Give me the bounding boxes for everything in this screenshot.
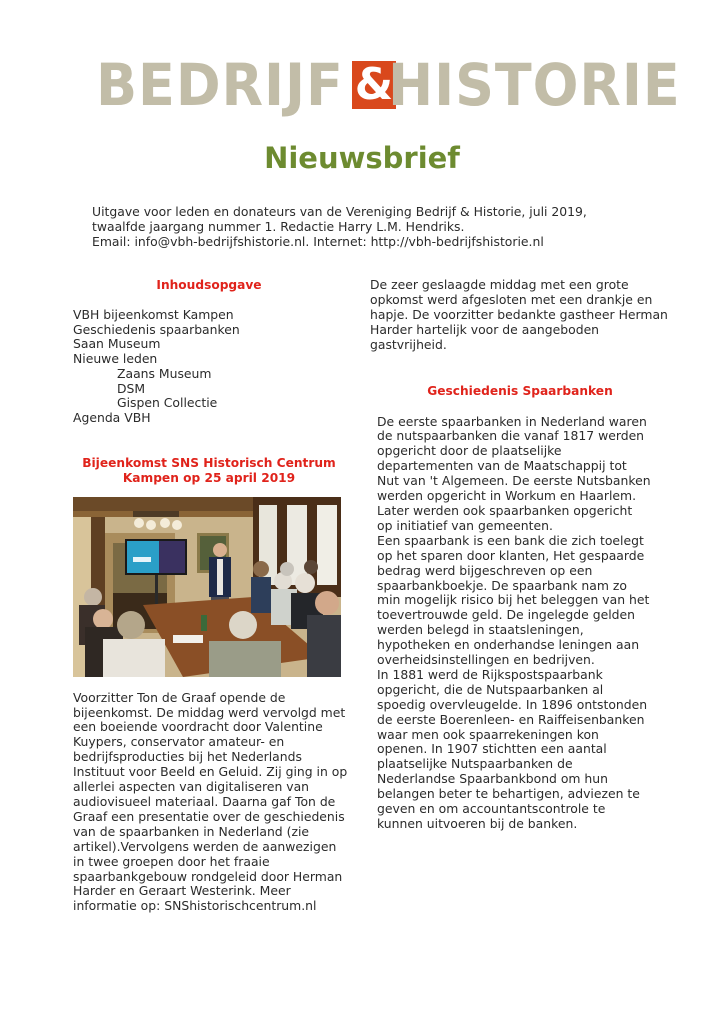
body-line: opkomst werd afgesloten met een drankje en bbox=[370, 291, 653, 307]
newsletter-title: Nieuwsbrief bbox=[264, 141, 460, 175]
body-line: Graaf een presentatie over de geschiedenis bbox=[73, 808, 345, 824]
body-line: overheidsinstellingen en bedrijven. bbox=[377, 652, 595, 668]
body-line: de eerste Boerenleen- en Raiffeisenbanken bbox=[377, 711, 645, 727]
body-line: hapje. De voorzitter bedankte gastheer Herman bbox=[370, 306, 668, 322]
body-line: In 1881 werd de Rijkspostspaarbank bbox=[377, 666, 603, 682]
body-line: werden opgericht in Workum en Haarlem. bbox=[377, 488, 637, 504]
body-line: van de spaarbanken in Nederland (zie bbox=[73, 823, 310, 839]
body-line: De zeer geslaagde middag met een grote bbox=[370, 277, 629, 292]
body-line: spaarbankgebouw rondgeleid door Herman bbox=[73, 868, 343, 884]
toc-subitem[interactable]: DSM bbox=[117, 380, 146, 396]
body-line: allerlei aspecten van digitaliseren van bbox=[73, 779, 310, 795]
publication-info-line: twaalfde jaargang nummer 1. Redactie Harry L.M. Hendriks. bbox=[92, 218, 465, 234]
publication-contact-line: Email: info@vbh-bedrijfshistorie.nl. Internet: http://vbh-bedrijfshistorie.nl bbox=[92, 233, 544, 249]
body-line: op het sparen door klanten, Het gespaarde bbox=[377, 547, 645, 563]
body-line: waar men ook spaarrekeningen kon bbox=[377, 726, 599, 742]
body-line: Voorzitter Ton de Graaf opende de bbox=[73, 689, 286, 705]
body-line: Instituut voor Beeld en Geluid. Zij ging in op bbox=[73, 764, 348, 780]
toc-heading: Inhoudsopgave bbox=[156, 278, 262, 292]
body-line: De eerste spaarbanken in Nederland waren bbox=[377, 413, 647, 429]
body-line: Nut van 't Algemeen. De eerste Nutsbanken bbox=[377, 473, 651, 489]
toc-subitem[interactable]: Gispen Collectie bbox=[117, 395, 218, 411]
event-article-body bbox=[73, 689, 348, 915]
body-line: departementen van de Maatschappij tot bbox=[377, 458, 627, 474]
logo-text-left: BEDRIJF bbox=[96, 51, 344, 119]
body-line: spoedig overvleugelde. In 1896 ontstonden bbox=[377, 696, 648, 712]
body-line: Harder en Geraart Westerink. Meer bbox=[73, 883, 291, 899]
body-line: bedrag werd bijgeschreven op een bbox=[377, 562, 593, 578]
meeting-room-illustration bbox=[73, 497, 341, 677]
event-heading-line: Kampen op 25 april 2019 bbox=[122, 471, 296, 486]
body-line: openen. In 1907 stichtten een aantal bbox=[377, 741, 607, 757]
body-line: geven en om accountantscontrole te bbox=[377, 801, 606, 817]
body-line: audiovisueel materiaal. Daarna gaf Ton de bbox=[73, 793, 336, 809]
logo-ampersand-badge: & bbox=[352, 61, 396, 109]
toc-item[interactable]: Geschiedenis spaarbanken bbox=[73, 321, 240, 337]
body-line: toevertrouwde geld. De ingelegde gelden bbox=[377, 607, 635, 623]
left-column bbox=[73, 278, 348, 914]
body-line: spaarbankboekje. De spaarbank nam zo bbox=[377, 577, 627, 593]
body-line: artikel).Vervolgens werden de aanwezigen bbox=[73, 838, 337, 854]
body-line: Nederlandse Spaarbankbond om hun bbox=[377, 771, 608, 787]
body-line: Kuypers, conservator amateur- en bbox=[73, 734, 285, 750]
body-line: plaatselijke Nutspaarbanken de bbox=[377, 756, 573, 772]
body-line: Harder hartelijk voor de aangeboden bbox=[370, 321, 600, 337]
body-line: gastvrijheid. bbox=[370, 336, 447, 352]
toc-item[interactable]: VBH bijeenkomst Kampen bbox=[73, 307, 234, 322]
toc-item[interactable]: Nieuwe leden bbox=[73, 351, 158, 367]
toc-subitem[interactable]: Zaans Museum bbox=[117, 365, 212, 381]
body-line: bijeenkomst. De middag werd vervolgd met bbox=[73, 704, 346, 720]
publication-info bbox=[92, 205, 652, 249]
body-line: Later werden ook spaarbanken opgericht bbox=[377, 502, 633, 518]
body-line: belangen beter te behartigen, adviezen te bbox=[377, 786, 640, 802]
event-heading-line: Bijeenkomst SNS Historisch Centrum bbox=[82, 455, 336, 470]
body-line: kunnen uitvoeren bij de banken. bbox=[377, 816, 578, 831]
toc-item[interactable]: Saan Museum bbox=[73, 336, 161, 352]
spaarbanken-article-body bbox=[377, 415, 670, 832]
body-line: een boeiende voordracht door Valentine bbox=[73, 719, 323, 735]
body-line: opgericht door de plaatselijke bbox=[377, 443, 562, 459]
publication-info-line: Uitgave voor leden en donateurs van de Vereniging Bedrijf & Historie, juli 2019, bbox=[92, 204, 587, 219]
event-article-continuation bbox=[370, 278, 670, 353]
body-line: op initiatief van gemeenten. bbox=[377, 517, 553, 533]
table-of-contents bbox=[73, 308, 345, 426]
body-line: bedrijfsproducties bij het Nederlands bbox=[73, 749, 302, 765]
body-line: werden belegd in staatsleningen, bbox=[377, 622, 584, 638]
logo-text-right: HISTORIE bbox=[388, 51, 682, 119]
event-article-heading bbox=[73, 456, 345, 487]
event-photo bbox=[73, 497, 341, 677]
body-line: de nutspaarbanken die vanaf 1817 werden bbox=[377, 428, 645, 444]
spaarbanken-article-heading: Geschiedenis Spaarbanken bbox=[427, 383, 613, 398]
bedrijf-historie-logo bbox=[96, 51, 703, 119]
body-line: opgericht, die de Nutspaarbanken al bbox=[377, 681, 604, 697]
body-line: Een spaarbank is een bank die zich toelegt bbox=[377, 532, 644, 548]
body-line: in twee groepen door het fraaie bbox=[73, 853, 270, 869]
right-column bbox=[370, 278, 670, 832]
body-line: hypotheken en onderhandse leningen aan bbox=[377, 637, 640, 653]
body-line: min mogelijk risico bij het beleggen van het bbox=[377, 592, 650, 608]
body-line-link[interactable]: informatie op: SNShistorischcentrum.nl bbox=[73, 898, 317, 914]
toc-item[interactable]: Agenda VBH bbox=[73, 409, 151, 425]
